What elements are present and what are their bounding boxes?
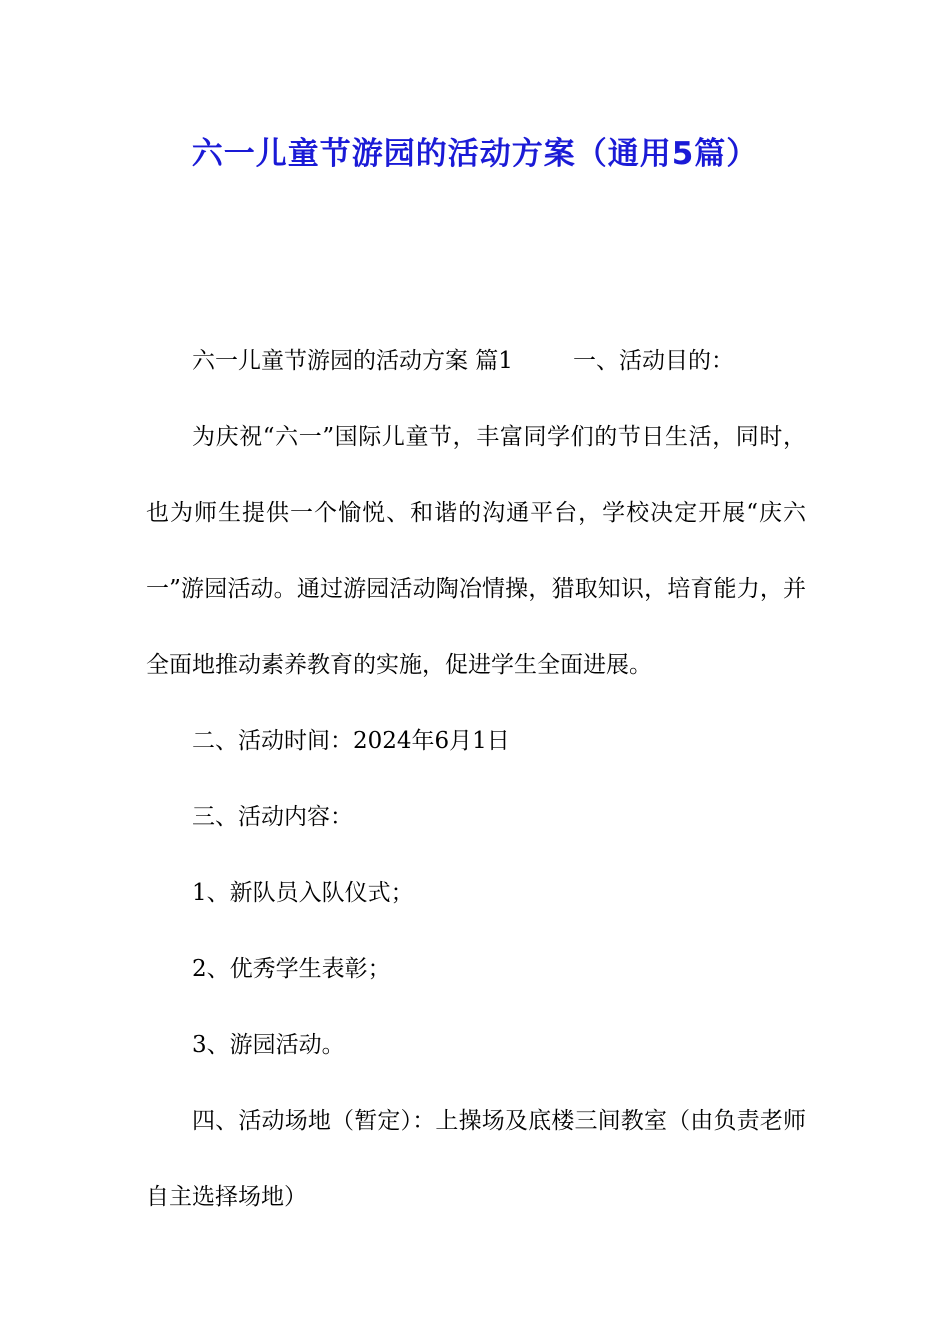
content-item-2: 2、优秀学生表彰；	[192, 956, 391, 982]
objective-heading: 一、活动目的：	[572, 348, 734, 374]
content-item-3: 3、游园活动。	[192, 1032, 345, 1058]
objective-paragraph: 为庆祝“六一”国际儿童节，丰富同学们的节日生活，同时，也为师生提供一个愉悦、和谐的沟通平台，学校决定开展“庆六一”游园活动。通过游园活动陶冶情操，猎取知识，培育能力，并全面地推动素养教育的实施，促进学生全面进展。	[146, 424, 806, 678]
document-body	[146, 336, 806, 1248]
section-intro-paragraph	[146, 336, 806, 386]
venue-paragraph: 四、活动场地（暂定）：上操场及底楼三间教室（由负责老师自主选择场地）	[146, 1108, 806, 1210]
section-heading: 六一儿童节游园的活动方案 篇1	[192, 348, 513, 374]
content-heading: 三、活动内容：	[192, 804, 353, 830]
time-paragraph: 二、活动时间：2024年6月1日	[192, 728, 510, 754]
content-item-1: 1、新队员入队仪式；	[192, 880, 414, 906]
document-title: 六一儿童节游园的活动方案（通用5篇）	[191, 136, 759, 172]
